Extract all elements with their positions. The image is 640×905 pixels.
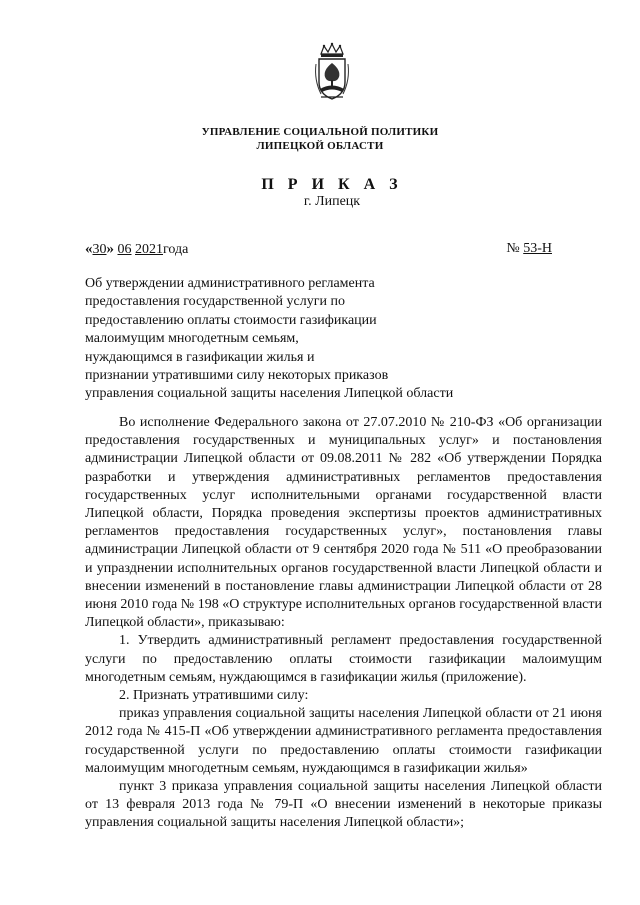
date-suffix: года bbox=[163, 242, 189, 257]
title-line: предоставления государственной услуги по bbox=[85, 294, 345, 310]
title-line: нуждающимся в газификации жилья и bbox=[85, 349, 315, 365]
number-prefix: № bbox=[506, 241, 524, 256]
item-2a-paragraph: приказ управления социальной защиты населения Липецкой области от 21 июня 2012 года № 415-П «Об утверждении административного регламента предоставления государственной услуги по предоставлению оплаты стоимости газификации малоимущим многодетным семьям, нуждающимся в газификации жилья» bbox=[85, 706, 602, 776]
date-quote-close: » bbox=[106, 241, 114, 257]
coat-of-arms-emblem bbox=[313, 42, 351, 104]
document-type-title: П Р И К А З bbox=[261, 176, 403, 193]
title-line: малоимущим многодетным семьям, bbox=[85, 331, 299, 347]
agency-name-line2: ЛИПЕЦКОЙ ОБЛАСТИ bbox=[256, 140, 384, 152]
item-1-paragraph: 1. Утвердить административный регламент предоставления государственной услуги по предоставлению оплаты стоимости газификации малоимущим многодетным семьям, нуждающимся в газификации жилья (приложение). bbox=[85, 633, 602, 685]
city-name: г. Липецк bbox=[303, 194, 361, 209]
date-day: 30 bbox=[92, 242, 107, 257]
title-line: Об утверждении административного регламента bbox=[85, 276, 375, 291]
document-date bbox=[85, 241, 188, 258]
item-2b-paragraph: пункт 3 приказа управления социальной защиты населения Липецкой области от 13 февраля 2013 года № 79-П «О внесении изменений в некоторые приказы управления социальной защиты населения Липецкой области»; bbox=[85, 779, 602, 831]
agency-name-line1: УПРАВЛЕНИЕ СОЦИАЛЬНОЙ ПОЛИТИКИ bbox=[201, 126, 439, 138]
title-line: управления социальной защиты населения Липецкой области bbox=[85, 386, 454, 402]
date-month: 06 bbox=[117, 242, 132, 257]
document-number bbox=[506, 241, 552, 257]
title-line: признании утратившими силу некоторых приказов bbox=[85, 368, 389, 384]
date-quote-open: « bbox=[85, 241, 93, 257]
date-year: 2021 bbox=[135, 242, 163, 257]
order-body bbox=[85, 414, 602, 833]
item-2-paragraph: 2. Признать утратившими силу: bbox=[119, 688, 309, 704]
title-line: предоставлению оплаты стоимости газификации bbox=[85, 312, 377, 328]
preamble-paragraph: Во исполнение Федерального закона от 27.07.2010 № 210-ФЗ «Об организации предоставления государственных и муниципальных услуг» и постановления администрации Липецкой области от 09.08.2011 № 282 «Об утверждении Порядка разработки и утверждения административных регламентов предоставления государственных услуг исполнительными органами государственной власти Липецкой области, Порядка проведения экспертизы проектов административных регламентов предоставления государственных услуг», постановления главы администрации Липецкой области от 9 сентября 2020 года № 511 «О преобразовании и упразднении исполнительных органов государственной власти Липецкой области и внесении изменений в постановление главы администрации Липецкой области от 28 июня 2010 года № 198 «О структуре исполнительных органов государственной власти Липецкой области», приказываю: bbox=[85, 415, 602, 631]
order-title bbox=[85, 275, 555, 404]
number-value: 53-Н bbox=[523, 241, 552, 256]
